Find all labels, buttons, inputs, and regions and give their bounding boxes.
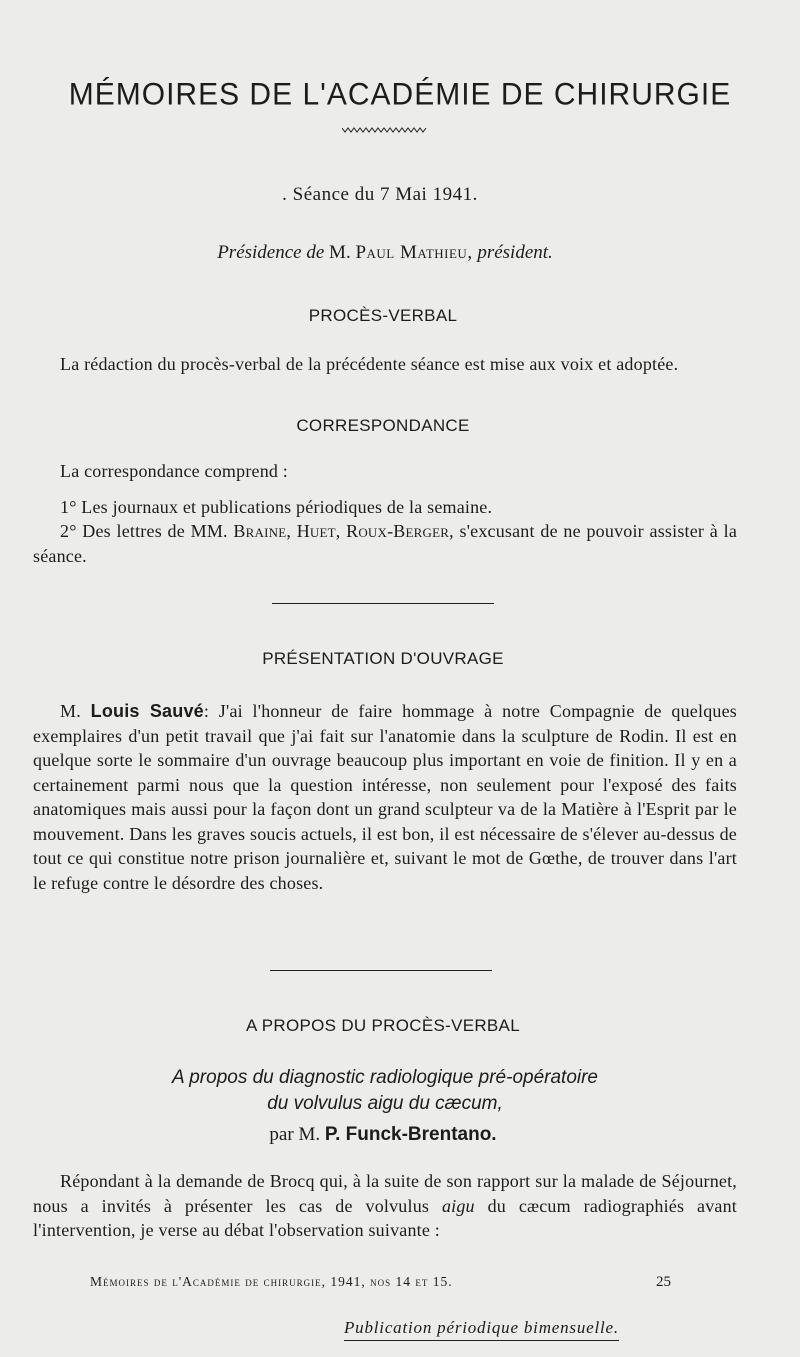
presidence-label: Présidence de	[217, 242, 325, 263]
byline-prefix: par	[269, 1124, 294, 1145]
presidence-line	[0, 242, 770, 264]
presidence-m: M.	[329, 242, 351, 263]
article-author: P. Funck-Brentano.	[324, 1124, 497, 1145]
proces-verbal-heading: PROCÈS-VERBAL	[308, 306, 458, 325]
footer-publication: Publication périodique bimensuelle.	[344, 1318, 619, 1341]
item2-prefix: 2° Des lettres de MM.	[60, 521, 228, 541]
article-title-line-2: du volvulus aigu du cæcum,	[267, 1093, 503, 1114]
page-number: 25	[656, 1274, 671, 1290]
seance-date: . Séance du 7 Mai 1941.	[282, 184, 478, 205]
a-propos-text-before: Répondant à la demande de Brocq qui, à la suite de son rapport sur la malade de Séjournet, nous a invités à présenter les cas de volvulus	[33, 1171, 737, 1216]
a-propos-text-italic: aigu	[441, 1195, 475, 1216]
presentation-heading: PRÉSENTATION D'OUVRAGE	[262, 649, 504, 668]
item2-suffix: s'excusant de ne pouvoir assister à la séance.	[33, 521, 738, 566]
a-propos-text-after: du cæcum radiographiés avant l'intervention, je verse au débat l'observation suivante :	[33, 1195, 737, 1240]
correspondance-item-2	[33, 519, 737, 568]
article-title-line-1: A propos du diagnostic radiologique pré-opératoire	[171, 1067, 598, 1088]
speaker-name: Louis Sauvé	[90, 701, 204, 721]
item2-names: Braine, Huet, Roux-Berger,	[233, 521, 454, 541]
title-ornament	[342, 126, 428, 134]
president-role: président.	[477, 242, 553, 263]
a-propos-heading: A PROPOS DU PROCÈS-VERBAL	[246, 1016, 520, 1035]
presentation-text	[33, 699, 737, 895]
footer-citation: Mémoires de l'Académie de chirurgie, 1941, nos 14 et 15.	[90, 1274, 453, 1289]
byline-m: M.	[298, 1124, 321, 1145]
proces-verbal-text: La rédaction du procès-verbal de la précédente séance est mise aux voix et adoptée.	[60, 354, 679, 374]
section-divider	[270, 970, 492, 971]
correspondance-heading: CORRESPONDANCE	[296, 416, 470, 435]
presentation-body: : J'ai l'honneur de faire hommage à notre Compagnie de quelques exemplaires d'un petit travail que j'ai fait sur l'anatomie dans la sculpture de Rodin. Il est en quelque sorte le sommaire d'un ouvrage beaucoup plus important en voie de finition. Il y en a certainement parmi nous que la question intéresse, non seulement pour l'exposé des faits anatomiques mais aussi pour la façon dont un grand sculpteur va de la Matière à l'Esprit par le mouvement. Dans les graves soucis actuels, il est bon, il est nécessaire de s'élever au-dessus de tout ce qui constitue notre prison journalière et, suivant le mot de Gœthe, de trouver dans l'art le refuge contre le désordre des choses.	[33, 701, 737, 893]
article-byline	[0, 1124, 766, 1146]
correspondance-item-1: 1° Les journaux et publications périodiques de la semaine.	[60, 497, 493, 517]
section-divider	[272, 603, 494, 604]
correspondance-intro: La correspondance comprend :	[60, 461, 288, 481]
president-name: Paul Mathieu,	[355, 242, 473, 263]
speaker-prefix: M.	[60, 701, 81, 721]
a-propos-text	[33, 1169, 737, 1243]
journal-title: MÉMOIRES DE L'ACADÉMIE DE CHIRURGIE	[68, 77, 732, 112]
